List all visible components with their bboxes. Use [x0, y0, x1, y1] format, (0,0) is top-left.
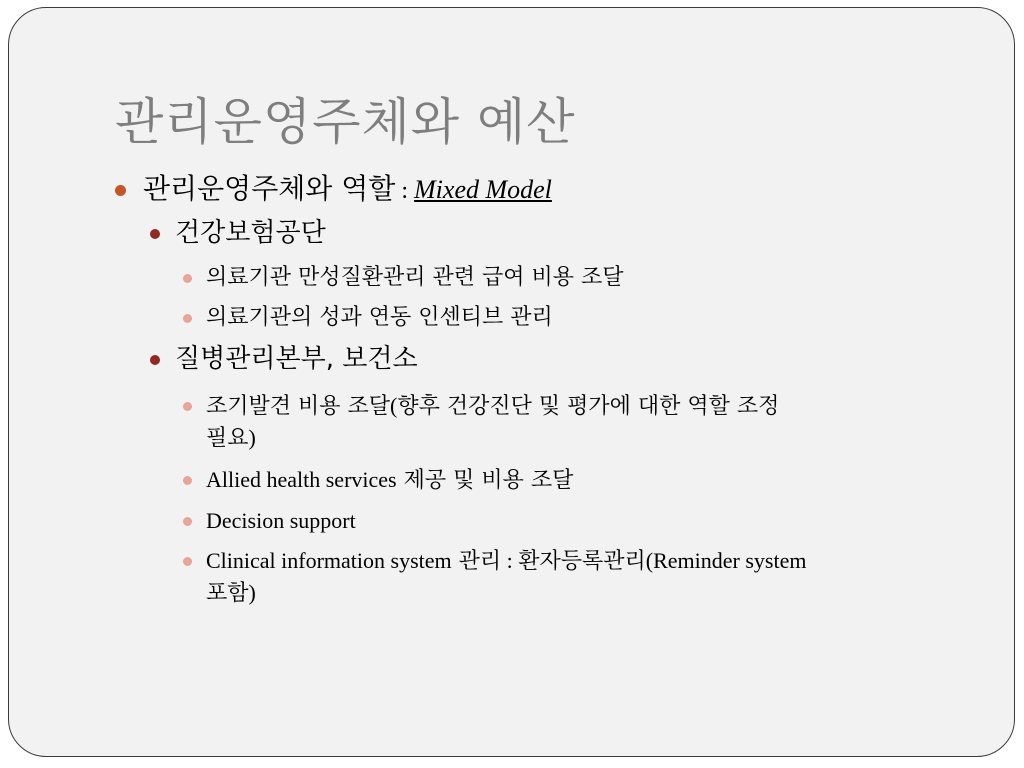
bullet-dot — [183, 476, 192, 485]
bullet-dot — [183, 274, 192, 283]
bullet-text: 관리운영주체와 역할 — [143, 172, 396, 205]
bullet-text-line1 — [206, 545, 806, 578]
paren-text-en: (Reminder system — [645, 548, 807, 573]
bullet-text-en: Clinical information system — [206, 548, 452, 573]
bullet-text-continued: 필요 — [206, 426, 249, 451]
bullet-text-ko: 제공 및 비용 조달 — [396, 468, 574, 493]
bullet-text-en: Allied health services — [206, 467, 397, 492]
bullet-text-ko2: 환자등록관리 — [518, 549, 646, 574]
bullet-text: 의료기관 만성질환관리 관련 급여 비용 조달 — [206, 265, 624, 290]
bullet-text-line2 — [206, 577, 256, 610]
bullet-text-ko: 관리 — [451, 549, 502, 574]
bullet-text-line — [143, 172, 552, 208]
paren-text: 향후 건강진단 및 평가에 대한 역할 조정 — [397, 394, 780, 419]
bullet-dot — [150, 229, 160, 239]
bullet-text: 조기발견 비용 조달 — [206, 394, 391, 419]
bullet-text-line — [206, 464, 573, 497]
bullet-text-en: Decision support — [206, 508, 356, 533]
paren-close: ) — [248, 580, 256, 605]
separator: : — [395, 178, 415, 204]
bullet-text-line2 — [206, 422, 256, 455]
bullet-text: 질병관리본부, 보건소 — [175, 344, 418, 374]
bullet-dot — [115, 185, 126, 196]
bullet-text: 의료기관의 성과 연동 인센티브 관리 — [206, 305, 553, 330]
bullet-dot — [183, 402, 192, 411]
separator: : — [501, 548, 519, 573]
bullet-dot — [183, 314, 192, 323]
bullet-dot — [150, 355, 160, 365]
bullet-text: 건강보험공단 — [175, 218, 326, 248]
bullet-text-line1 — [206, 390, 779, 423]
paren-close: ) — [248, 425, 256, 450]
bullet-dot — [183, 517, 192, 526]
paren-open: ( — [390, 393, 398, 418]
bullet-text-continued: 포함 — [206, 581, 249, 606]
slide-title: 관리운영주체와 예산 — [115, 93, 576, 151]
bullet-dot — [183, 557, 192, 566]
mixed-model-link: Mixed Model — [414, 175, 552, 204]
